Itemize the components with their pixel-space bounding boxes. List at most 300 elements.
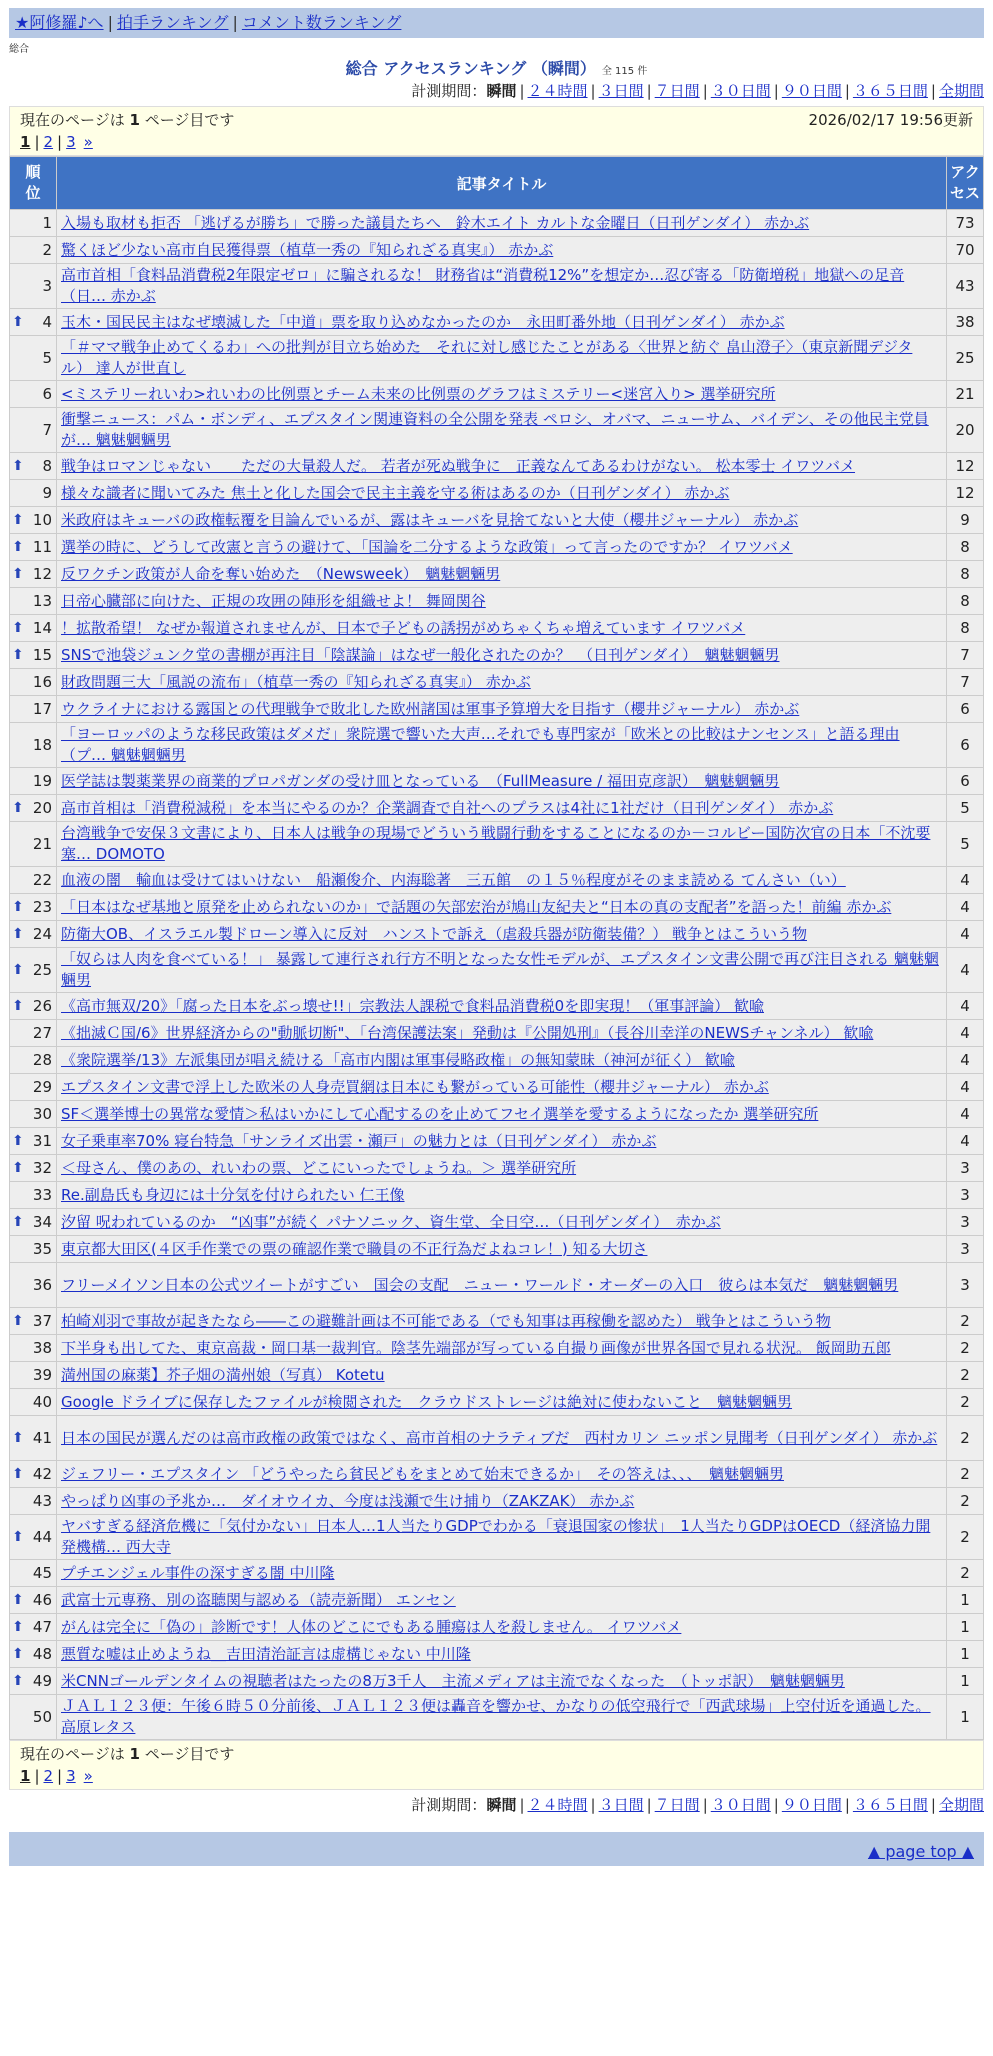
rank-cell xyxy=(10,1182,56,1208)
applause-ranking-link[interactable]: 拍手ランキング xyxy=(116,13,229,32)
access-count: 2 xyxy=(947,1461,983,1487)
article-link[interactable]: 下半身も出してた、東京高裁・岡口基一裁判官。陰茎先端部が写っている自撮り画像が世界各国で見れる状況。 飯岡助五郎 xyxy=(61,1338,891,1357)
access-count: 7 xyxy=(947,642,983,668)
page-link[interactable]: 2 xyxy=(43,133,54,151)
rank-cell xyxy=(10,507,56,533)
title-cell xyxy=(57,768,946,794)
rank-cell xyxy=(10,480,56,506)
rank-number: 9 xyxy=(42,483,52,502)
rank-number: 41 xyxy=(32,1428,52,1447)
title-cell xyxy=(57,867,946,893)
article-link[interactable]: 《拙滅Ｃ国/6》世界経済からの"動脈切断"、「台湾保護法案」発動は『公開処刑』（長谷川幸洋のNEWSチャンネル） 歓喩 xyxy=(61,1023,874,1042)
next-page-link[interactable]: » xyxy=(83,133,93,151)
rank-cell xyxy=(10,381,56,407)
rank-cell xyxy=(10,867,56,893)
access-count: 21 xyxy=(947,381,983,407)
rank-cell xyxy=(10,1560,56,1586)
rank-cell xyxy=(10,921,56,947)
rank-number: 48 xyxy=(32,1644,52,1663)
access-count: 38 xyxy=(947,309,983,335)
title-cell xyxy=(57,1308,946,1334)
up-arrow-icon: ⬆ xyxy=(12,1213,24,1230)
rank-number: 18 xyxy=(32,735,52,754)
article-link[interactable]: 衝撃ニュース：パム・ボンディ、エプスタイン関連資料の全公開を発表 ペロシ、オバマ、ニューサム、バイデン、その他民主党員が… 魑魅魍魎男 xyxy=(61,410,929,449)
article-link[interactable]: 様々な識者に聞いてみた 焦土と化した国会で民主主義を守る術はあるのか（日刊ゲンダイ） 赤かぶ xyxy=(61,483,730,502)
page-link[interactable]: 3 xyxy=(66,133,76,151)
table-row xyxy=(10,561,983,587)
col-count-header: アクセス xyxy=(947,157,983,209)
access-count: 7 xyxy=(947,669,983,695)
rank-cell xyxy=(10,1488,56,1514)
period-link[interactable]: ３６５日間 xyxy=(852,82,928,100)
article-link[interactable]: 玉木・国民民主はなぜ壊滅した「中道」票を取り込めなかったのか 永田町番外地（日刊ゲンダイ） 赤かぶ xyxy=(61,312,785,331)
table-row xyxy=(10,453,983,479)
title-cell xyxy=(57,1209,946,1235)
rank-number: 46 xyxy=(32,1590,52,1609)
table-row xyxy=(10,588,983,614)
article-link[interactable]: ！拡散希望！ なぜか報道されませんが、日本で子どもの誘拐がめちゃくちゃ増えています イワツバメ xyxy=(61,618,746,637)
title-cell xyxy=(57,696,946,722)
access-count: 12 xyxy=(947,453,983,479)
period-link[interactable]: ２４時間 xyxy=(527,1796,588,1814)
access-count: 1 xyxy=(947,1668,983,1694)
table-row xyxy=(10,1461,983,1487)
title-cell xyxy=(57,1461,946,1487)
up-arrow-icon: ⬆ xyxy=(12,1429,24,1446)
period-current: 瞬間 xyxy=(486,1796,517,1814)
table-row xyxy=(10,642,983,668)
access-count: 20 xyxy=(947,408,983,452)
article-link[interactable]: 血液の闇 輸血は受けてはいけない 船瀬俊介、内海聡著 三五館 の１５％程度がそのまま読める てんさい（い） xyxy=(61,870,846,889)
title-cell xyxy=(57,1641,946,1667)
period-link[interactable]: ２４時間 xyxy=(527,82,588,100)
up-arrow-icon: ⬆ xyxy=(12,925,24,942)
period-link[interactable]: ３日間 xyxy=(598,82,644,100)
title-cell xyxy=(57,1560,946,1586)
table-row xyxy=(10,867,983,893)
table-row xyxy=(10,1695,983,1739)
up-arrow-icon: ⬆ xyxy=(12,1645,24,1662)
up-arrow-icon: ⬆ xyxy=(12,313,24,330)
up-arrow-icon: ⬆ xyxy=(12,898,24,915)
article-link[interactable]: 日帝心臓部に向けた、正規の攻囲の陣形を組織せよ！ 舞岡関谷 xyxy=(61,591,486,610)
rank-cell xyxy=(10,1308,56,1334)
title-cell xyxy=(57,795,946,821)
up-arrow-icon: ⬆ xyxy=(12,565,24,582)
page-top-link[interactable]: ▲ page top ▲ xyxy=(867,1842,974,1861)
up-arrow-icon: ⬆ xyxy=(12,1312,24,1329)
pager-top xyxy=(9,106,984,156)
rank-number: 19 xyxy=(32,771,52,790)
article-link[interactable]: <ミステリーれいわ>れいわの比例票とチーム未来の比例票のグラフはミステリー<迷宮入り> 選挙研究所 xyxy=(61,384,776,403)
rank-number: 31 xyxy=(32,1131,52,1150)
article-link[interactable]: がんは完全に「偽の」診断です！人体のどこにでもある腫瘍は人を殺しません。 イワツバメ xyxy=(61,1617,682,1636)
title-cell xyxy=(57,723,946,767)
article-link[interactable]: エプスタイン文書で浮上した欧米の人身売買網は日本にも繋がっている可能性（櫻井ジャーナル） 赤かぶ xyxy=(61,1077,769,1096)
access-count: 3 xyxy=(947,1263,983,1307)
access-count: 8 xyxy=(947,615,983,641)
table-row xyxy=(10,1182,983,1208)
rank-cell xyxy=(10,1641,56,1667)
rank-cell xyxy=(10,1101,56,1127)
table-row xyxy=(10,822,983,866)
rank-number: 13 xyxy=(32,591,52,610)
rank-cell xyxy=(10,1209,56,1235)
rank-cell xyxy=(10,408,56,452)
page-links: 1 | 2 | 3 » xyxy=(20,1767,93,1785)
rank-number: 2 xyxy=(42,240,52,259)
article-link[interactable]: ヤバすぎる経済危機に「気付かない」日本人…1人当たりGDPでわかる「衰退国家の惨状」 1人当たりGDPはOECD（経済協力開発機構… 西大寺 xyxy=(61,1517,931,1556)
article-link[interactable]: 「＃ママ戦争止めてくるわ」への批判が目立ち始めた それに対し感じたことがある〈世界と紡ぐ 畠山澄子〉（東京新聞デジタル） 達人が世直し xyxy=(61,338,913,377)
table-row xyxy=(10,1308,983,1334)
rank-cell xyxy=(10,669,56,695)
rank-cell xyxy=(10,264,56,308)
article-link[interactable]: 《衆院選挙/13》左派集団が唱え続ける「高市内閣は軍事侵略政権」の無知蒙昧（神河が征く） 歓喩 xyxy=(61,1050,735,1069)
table-row xyxy=(10,1416,983,1460)
rank-number: 24 xyxy=(32,924,52,943)
access-count: 4 xyxy=(947,1128,983,1154)
article-link[interactable]: ウクライナにおける露国との代理戦争で敗北した欧州諸国は軍事予算増大を目指す（櫻井ジャーナル） 赤かぶ xyxy=(61,699,800,718)
rank-number: 43 xyxy=(32,1491,52,1510)
title-cell xyxy=(57,1074,946,1100)
access-count: 8 xyxy=(947,561,983,587)
top-nav-bar: ★阿修羅♪へ | 拍手ランキング | コメント数ランキング xyxy=(9,8,984,38)
page-link[interactable]: 3 xyxy=(66,1767,76,1785)
title-cell xyxy=(57,534,946,560)
article-link[interactable]: ジェフリー・エプスタイン 「どうやったら貧民どもをまとめて始末できるか」 その答えは、、、 魑魅魍魎男 xyxy=(61,1464,784,1483)
rank-cell xyxy=(10,948,56,992)
rank-number: 39 xyxy=(32,1365,52,1384)
rank-number: 3 xyxy=(42,276,52,295)
article-link[interactable]: 武富士元専務、別の盗聴関与認める（読売新聞） エンセン xyxy=(61,1590,456,1609)
rank-number: 36 xyxy=(32,1275,52,1294)
title-cell xyxy=(57,381,946,407)
article-link[interactable]: ＪＡＬ１２３便：午後６時５０分前後、ＪＡＬ１２３便は轟音を響かせ、かなりの低空飛行で「西武球場」上空付近を通過した。 高原レタス xyxy=(61,1697,931,1736)
article-link[interactable]: 米政府はキューバの政権転覆を目論んでいるが、露はキューバを見捨てないと大使（櫻井ジャーナル） 赤かぶ xyxy=(61,510,799,529)
article-link[interactable]: やっぱり凶事の予兆か… ダイオウイカ、今度は浅瀬で生け捕り（ZAKZAK） 赤かぶ xyxy=(61,1491,635,1510)
up-arrow-icon: ⬆ xyxy=(12,511,24,528)
table-row xyxy=(10,894,983,920)
table-row xyxy=(10,381,983,407)
article-link[interactable]: 入場も取材も拒否 「逃げるが勝ち」で勝った議員たちへ 鈴木エイト カルトな金曜日（日刊ゲンダイ） 赤かぶ xyxy=(61,213,810,232)
rank-number: 8 xyxy=(42,456,52,475)
rank-cell xyxy=(10,1074,56,1100)
article-link[interactable]: 日本の国民が選んだのは高市政権の政策ではなく、高市首相のナラティブだ 西村カリン ニッポン見聞考（日刊ゲンダイ） 赤かぶ xyxy=(61,1428,938,1447)
rank-cell xyxy=(10,1668,56,1694)
access-count: 4 xyxy=(947,1047,983,1073)
title-cell xyxy=(57,921,946,947)
title-cell xyxy=(57,588,946,614)
rank-number: 28 xyxy=(32,1050,52,1069)
rank-number: 21 xyxy=(32,834,52,853)
title-cell xyxy=(57,1263,946,1307)
rank-cell xyxy=(10,588,56,614)
rank-cell xyxy=(10,723,56,767)
rank-number: 4 xyxy=(42,312,52,331)
period-link[interactable]: ９０日間 xyxy=(781,1796,842,1814)
period-link[interactable]: ３日間 xyxy=(598,1796,644,1814)
period-current: 瞬間 xyxy=(486,82,517,100)
title-cell xyxy=(57,561,946,587)
rank-number: 1 xyxy=(42,213,52,232)
table-row xyxy=(10,1074,983,1100)
rank-cell xyxy=(10,1389,56,1415)
title-cell xyxy=(57,1155,946,1181)
access-count: 4 xyxy=(947,894,983,920)
access-count: 2 xyxy=(947,1389,983,1415)
article-link[interactable]: 悪質な嘘は止めようね＿吉田清治証言は虚構じゃない 中川隆 xyxy=(61,1644,471,1663)
up-arrow-icon: ⬆ xyxy=(12,1591,24,1608)
article-link[interactable]: Re.副島氏も身辺には十分気を付けられたい 仁王像 xyxy=(61,1185,405,1204)
rank-cell xyxy=(10,822,56,866)
access-count: 4 xyxy=(947,948,983,992)
rank-number: 40 xyxy=(32,1392,52,1411)
access-count: 5 xyxy=(947,822,983,866)
table-row xyxy=(10,1020,983,1046)
rank-number: 11 xyxy=(32,537,52,556)
article-link[interactable]: プチエンジェル事件の深すぎる闇 中川隆 xyxy=(61,1563,335,1582)
rank-cell xyxy=(10,1236,56,1262)
rank-number: 20 xyxy=(32,798,52,817)
access-count: 2 xyxy=(947,1488,983,1514)
article-link[interactable]: ＜母さん、僕のあの、れいわの票、どこにいったでしょうね。＞ 選挙研究所 xyxy=(61,1158,577,1177)
rank-number: 14 xyxy=(32,618,52,637)
title-cell xyxy=(57,1389,946,1415)
access-count: 25 xyxy=(947,336,983,380)
rank-number: 15 xyxy=(32,645,52,664)
article-link[interactable]: 米CNNゴールデンタイムの視聴者はたったの8万3千人 主流メディアは主流でなくなった （トッポ訳） 魑魅魍魎男 xyxy=(61,1671,845,1690)
rank-number: 38 xyxy=(32,1338,52,1357)
title-cell xyxy=(57,1101,946,1127)
period-link[interactable]: ３６５日間 xyxy=(852,1796,928,1814)
access-count: 2 xyxy=(947,1515,983,1559)
access-count: 1 xyxy=(947,1641,983,1667)
title-cell xyxy=(57,237,946,263)
rank-cell xyxy=(10,1461,56,1487)
period-link[interactable]: ７日間 xyxy=(654,1796,700,1814)
table-row xyxy=(10,309,983,335)
period-link[interactable]: ３０日間 xyxy=(710,82,771,100)
table-row xyxy=(10,264,983,308)
rank-number: 26 xyxy=(32,996,52,1015)
access-count: 2 xyxy=(947,1308,983,1334)
period-link[interactable]: ３０日間 xyxy=(710,1796,771,1814)
title-cell xyxy=(57,1128,946,1154)
access-count: 4 xyxy=(947,993,983,1019)
rank-number: 33 xyxy=(32,1185,52,1204)
table-row xyxy=(10,1128,983,1154)
title-cell xyxy=(57,1416,946,1460)
period-link[interactable]: ９０日間 xyxy=(781,82,842,100)
up-arrow-icon: ⬆ xyxy=(12,538,24,555)
article-link[interactable]: 医学誌は製薬業界の商業的プロパガンダの受け皿となっている （FullMeasure / 福田克彦訳） 魑魅魍魎男 xyxy=(61,771,780,790)
title-cell xyxy=(57,993,946,1019)
table-row xyxy=(10,1236,983,1262)
rank-cell xyxy=(10,1614,56,1640)
title-cell xyxy=(57,480,946,506)
rank-number: 5 xyxy=(42,348,52,367)
article-link[interactable]: 柏崎刈羽で事故が起きたなら――この避難計画は不可能である（でも知事は再稼働を認めた） 戦争とはこういう物 xyxy=(61,1311,831,1330)
rank-cell xyxy=(10,561,56,587)
article-link[interactable]: 女子乗車率70% 寝台特急「サンライズ出雲・瀬戸」の魅力とは（日刊ゲンダイ） 赤かぶ xyxy=(61,1131,657,1150)
rank-number: 44 xyxy=(32,1527,52,1546)
rank-number: 10 xyxy=(32,510,52,529)
article-link[interactable]: 満州国の麻薬】芥子畑の満州娘（写真） Kotetu xyxy=(61,1365,385,1384)
access-count: 9 xyxy=(947,507,983,533)
title-cell xyxy=(57,822,946,866)
rank-number: 29 xyxy=(32,1077,52,1096)
title-cell xyxy=(57,1614,946,1640)
title-cell xyxy=(57,1695,946,1739)
access-count: 4 xyxy=(947,1020,983,1046)
rank-cell xyxy=(10,1335,56,1361)
rank-number: 22 xyxy=(32,870,52,889)
rank-cell xyxy=(10,336,56,380)
rank-cell xyxy=(10,237,56,263)
rank-cell xyxy=(10,1587,56,1613)
article-link[interactable]: 「ヨーロッパのような移民政策はダメだ」衆院選で響いた大声…それでも専門家が「欧米との比較はナンセンス」と語る理由（プ… 魑魅魍魎男 xyxy=(61,725,900,764)
title-cell xyxy=(57,642,946,668)
rank-cell xyxy=(10,795,56,821)
up-arrow-icon: ⬆ xyxy=(12,646,24,663)
rank-number: 27 xyxy=(32,1023,52,1042)
title-cell xyxy=(57,336,946,380)
access-count: 4 xyxy=(947,1074,983,1100)
rank-number: 34 xyxy=(32,1212,52,1231)
period-label: 計測期間： xyxy=(411,1796,487,1814)
up-arrow-icon: ⬆ xyxy=(12,619,24,636)
table-row xyxy=(10,948,983,992)
current-page-text: 現在のページは 1 ページ目です xyxy=(20,111,235,129)
article-link[interactable]: Google ドライブに保存したファイルが検閲された クラウドストレージは絶対に使わないこと 魑魅魍魎男 xyxy=(61,1392,793,1411)
table-row xyxy=(10,615,983,641)
access-count: 43 xyxy=(947,264,983,308)
category-label: 総合 xyxy=(9,44,29,55)
article-link[interactable]: 反ワクチン政策が人命を奪い始めた （Newsweek） 魑魅魍魎男 xyxy=(61,564,501,583)
col-title-header: 記事タイトル xyxy=(57,157,946,209)
page-link[interactable]: 2 xyxy=(43,1767,54,1785)
table-row xyxy=(10,1101,983,1127)
rank-number: 47 xyxy=(32,1617,52,1636)
article-link[interactable]: 台湾戦争で安保３文書により、日本人は戦争の現場でどういう戦闘行動をすることになるのか－コルビー国防次官の日本「不沈要塞… DOMOTO xyxy=(61,824,931,863)
access-count: 8 xyxy=(947,534,983,560)
pager-bottom xyxy=(9,1740,984,1790)
rank-cell xyxy=(10,1020,56,1046)
access-count: 2 xyxy=(947,1362,983,1388)
article-link[interactable]: 戦争はロマンじゃない ただの大量殺人だ。 若者が死ぬ戦争に 正義なんてあるわけがない。 松本零士 イワツバメ xyxy=(61,456,856,475)
rank-cell xyxy=(10,453,56,479)
access-count: 12 xyxy=(947,480,983,506)
up-arrow-icon: ⬆ xyxy=(12,457,24,474)
article-link[interactable]: 高市首相は「消費税減税」を本当にやるのか？企業調査で自社へのプラスは4社に1社だけ（日刊ゲンダイ） 赤かぶ xyxy=(61,798,834,817)
access-count: 1 xyxy=(947,1695,983,1739)
comment-ranking-link[interactable]: コメント数ランキング xyxy=(241,13,402,32)
article-link[interactable]: 財政問題三大「風説の流布」（植草一秀の『知られざる真実』） 赤かぶ xyxy=(61,672,531,691)
period-link[interactable]: 全期間 xyxy=(938,82,984,100)
rank-number: 37 xyxy=(32,1311,52,1330)
up-arrow-icon: ⬆ xyxy=(12,997,24,1014)
access-count: 4 xyxy=(947,1101,983,1127)
table-row xyxy=(10,1209,983,1235)
article-link[interactable]: 驚くほど少ない高市自民獲得票（植草一秀の『知られざる真実』） 赤かぶ xyxy=(61,240,554,259)
rank-number: 25 xyxy=(32,960,52,979)
article-link[interactable]: 「奴らは人肉を食べている！」 暴露して連行され行方不明となった女性モデルが、エプスタイン文書公開で再び注目される 魑魅魍魎男 xyxy=(61,950,939,989)
article-link[interactable]: 高市首相「食料品消費税2年限定ゼロ」に騙されるな！ 財務省は“消費税12%”を想定か…忍び寄る「防衛増税」地獄への足音（日… 赤かぶ xyxy=(61,266,905,305)
rank-cell xyxy=(10,894,56,920)
table-row xyxy=(10,1488,983,1514)
table-row xyxy=(10,336,983,380)
rank-cell xyxy=(10,1047,56,1073)
period-label: 計測期間： xyxy=(411,82,487,100)
period-link[interactable]: 全期間 xyxy=(938,1796,984,1814)
up-arrow-icon: ⬆ xyxy=(12,1159,24,1176)
article-link[interactable]: フリーメイソン日本の公式ツイートがすごい 国会の支配 ニュー・ワールド・オーダーの入口 彼らは本気だ 魑魅魍魎男 xyxy=(61,1275,899,1294)
article-link[interactable]: 汐留 呪われているのか “凶事”が続く パナソニック、資生堂、全日空…（日刊ゲンダイ） 赤かぶ xyxy=(61,1212,721,1231)
table-row xyxy=(10,1614,983,1640)
title-cell xyxy=(57,1515,946,1559)
article-link[interactable]: 東京都大田区(４区手作業での票の確認作業で職員の不正行為だよねコレ！) 知る大切さ xyxy=(61,1239,648,1258)
ranking-title: 総合 アクセスランキング （瞬間） xyxy=(345,59,596,78)
page-link-current: 1 xyxy=(20,133,31,151)
rank-number: 42 xyxy=(32,1464,52,1483)
rank-cell xyxy=(10,309,56,335)
table-row xyxy=(10,1668,983,1694)
title-cell xyxy=(57,669,946,695)
title-cell xyxy=(57,1236,946,1262)
rank-number: 6 xyxy=(42,384,52,403)
rank-number: 50 xyxy=(32,1707,52,1726)
access-count: 2 xyxy=(947,1560,983,1586)
rank-number: 17 xyxy=(32,699,52,718)
access-count: 4 xyxy=(947,867,983,893)
access-count: 3 xyxy=(947,1236,983,1262)
table-row xyxy=(10,1389,983,1415)
total-count: 全 115 件 xyxy=(601,66,648,77)
up-arrow-icon: ⬆ xyxy=(12,961,24,978)
article-link[interactable]: 《高市無双/20》「腐った日本をぶっ壊せ!!」宗教法人課税で食料品消費税0を即実現！（軍事評論） 歓喩 xyxy=(61,996,764,1015)
rank-cell xyxy=(10,1515,56,1559)
next-page-link[interactable]: » xyxy=(83,1767,93,1785)
period-link[interactable]: ７日間 xyxy=(654,82,700,100)
table-row xyxy=(10,993,983,1019)
table-row xyxy=(10,1335,983,1361)
access-count: 1 xyxy=(947,1587,983,1613)
home-link[interactable]: ★阿修羅♪へ xyxy=(15,13,104,32)
period-selector: 計測期間：瞬間 | ２４時間 | ３日間 | ７日間 | ３０日間 | ９０日間 | ３６５日間 | 全期間 xyxy=(411,82,984,100)
title-cell xyxy=(57,948,946,992)
rank-number: 35 xyxy=(32,1239,52,1258)
rank-cell xyxy=(10,1128,56,1154)
rank-number: 16 xyxy=(32,672,52,691)
table-row xyxy=(10,696,983,722)
article-link[interactable]: 「日本はなぜ基地と原発を止められないのか」で話題の矢部宏治が鳩山友紀夫と“日本の真の支配者”を語った！前編 赤かぶ xyxy=(61,897,892,916)
article-link[interactable]: SF＜選挙博士の異常な愛情＞私はいかにして心配するのを止めてフセイ選挙を愛するようになったか 選挙研究所 xyxy=(61,1104,819,1123)
article-link[interactable]: 選挙の時に、どうして改憲と言うの避けて、「国論を二分するような政策」って言ったのですか？ イワツバメ xyxy=(61,537,793,556)
article-link[interactable]: 防衛大OB、イスラエル製ドローン導入に反対 ハンストで訴え（虐殺兵器が防衛装備？） 戦争とはこういう物 xyxy=(61,924,807,943)
access-count: 4 xyxy=(947,921,983,947)
table-row xyxy=(10,1560,983,1586)
rank-cell xyxy=(10,1155,56,1181)
table-row xyxy=(10,507,983,533)
access-count: 5 xyxy=(947,795,983,821)
up-arrow-icon: ⬆ xyxy=(12,1672,24,1689)
title-cell xyxy=(57,1020,946,1046)
table-row xyxy=(10,768,983,794)
table-row xyxy=(10,723,983,767)
article-link[interactable]: SNSで池袋ジュンク堂の書棚が再注目「陰謀論」はなぜ一般化されたのか？ （日刊ゲンダイ） 魑魅魍魎男 xyxy=(61,645,780,664)
access-count: 8 xyxy=(947,588,983,614)
page-links: 1 | 2 | 3 » xyxy=(20,133,93,151)
